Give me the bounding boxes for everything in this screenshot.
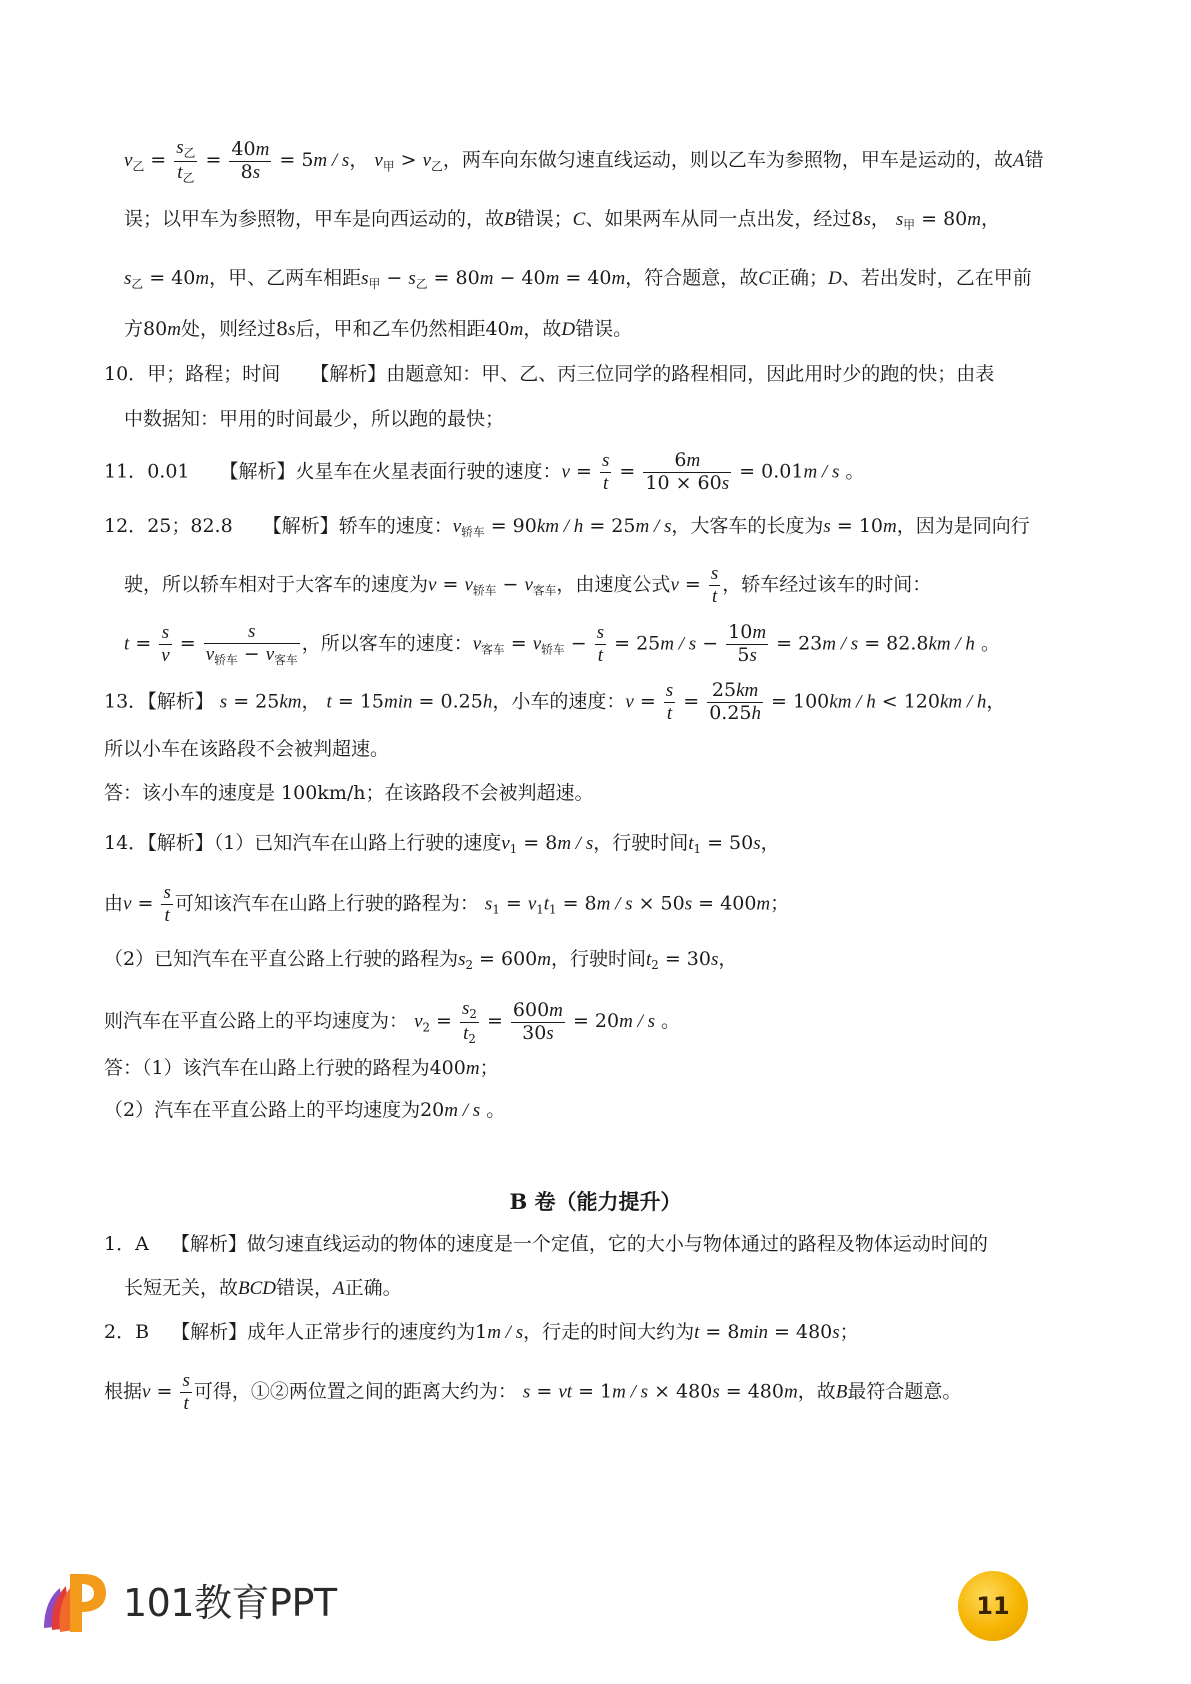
analysis-text: 正确。 <box>344 1277 402 1299</box>
analysis-tag: 【解析】 <box>147 690 214 713</box>
answer: A <box>135 1233 149 1255</box>
analysis-text: ，大客车的长度为 <box>671 515 824 537</box>
analysis-text: ，行驶时间 <box>551 948 647 970</box>
analysis-text: 由 <box>104 892 124 915</box>
q14-answer-1: 答：（1）该汽车在山路上行驶的路程为400m； <box>104 1057 499 1079</box>
analysis-tag: 【解析】 <box>170 1233 247 1255</box>
b2-line-2: 根据v = $\frac{s}{t}$ 可得，①②两位置之间的距离大约为： s = vt = 1m / s × 480s = 480m，故B最符合题意。 <box>104 1370 962 1414</box>
q9-text: ，两车向东做匀速直线运动，则以乙车为参照物，甲车是运动的，故 <box>442 149 1013 172</box>
answer: B <box>135 1321 150 1343</box>
b1-line-1 <box>104 1233 988 1256</box>
analysis-text: 最符合题意。 <box>847 1380 962 1403</box>
analysis-text: 驶，所以轿车相对于大客车的速度为 <box>124 573 429 596</box>
question-number: 10． <box>104 363 148 385</box>
q9-text: 误；以甲车为参照物，甲车是向西运动的，故 <box>124 208 505 230</box>
q9-text: 、若出发时，乙在甲前 <box>841 267 1032 289</box>
q10-line-1 <box>104 363 994 386</box>
analysis-text: 轿车的速度： <box>338 515 453 537</box>
question-number: 1． <box>104 1233 136 1255</box>
question-number: 2． <box>104 1321 136 1343</box>
analysis-text: 则汽车在平直公路上的平均速度为： <box>104 1010 409 1033</box>
answer: 0.01 <box>147 460 190 483</box>
q9-text: 错误； <box>515 208 573 230</box>
q12-line-3: t = $\frac{s}{v}$ = s $v_{轿车} - v_{客车}$ ，所以客车的速度：$v_{客车} = v_{轿车}$ − $\frac{s}{t}$ = 25m / s − $\frac{10m}{5s}$ = 23m / s = 82.8km / h 。 <box>124 620 1000 667</box>
analysis-tag: 【解析】 <box>219 460 296 483</box>
analysis-text: 错误， <box>276 1277 334 1299</box>
analysis-text: 长短无关，故 <box>124 1277 239 1299</box>
q9-text: 正确； <box>770 267 828 289</box>
analysis-text: ，小车的速度： <box>492 690 626 713</box>
q9-text: ，甲、乙两车相距 <box>209 267 362 289</box>
b2-line-1: 2．B 【解析】成年人正常步行的速度约为1m / s，行走的时间大约为t = 8min = 480s； <box>104 1321 859 1343</box>
analysis-text: ，故 <box>797 1380 836 1403</box>
q9-text: 后，甲和乙车仍然相距 <box>295 318 486 340</box>
section-b-title: B 卷（能力提升） <box>509 1189 682 1214</box>
question-number: 14． <box>104 832 148 854</box>
analysis-tag: 【解析】 <box>147 832 214 854</box>
q9-line-2: 误；以甲车为参照物，甲车是向西运动的，故B错误；C、如果两车从同一点出发，经过8s， $s_甲 = 80m$， <box>124 208 1001 233</box>
analysis-text: 成年人正常步行的速度约为 <box>247 1321 476 1343</box>
analysis-text: （1）已知汽车在山路上行驶的速度 <box>213 832 502 854</box>
q9-line-3: $s_乙 = 40m$，甲、乙两车相距$s_甲 - s_乙 = 80m - 40m = 40m$，符合题意，故C正确；D、若出发时，乙在甲前 <box>124 267 1032 292</box>
q12-line-2: 驶，所以轿车相对于大客车的速度为$v = v_{轿车} - v_{客车}$，由速度公式v = $\frac{s}{t}$ ，轿车经过该车的时间： <box>124 563 932 607</box>
answer-text: 答：（1）该汽车在山路上行驶的路程为 <box>104 1057 430 1079</box>
page-number: 11 <box>976 1592 1010 1620</box>
q14-line-4: 则汽车在平直公路上的平均速度为： $v_2$ = $\frac{s_2}{t_2}$ = $\frac{600m}{30s}$ = 20m / s 。 <box>104 998 681 1046</box>
analysis-text: 可得，①②两位置之间的距离大约为： <box>193 1380 517 1403</box>
analysis-tag: 【解析】 <box>310 363 387 385</box>
analysis-text: 可知该汽车在山路上行驶的路程为： <box>174 892 479 915</box>
q9-text: 处，则经过 <box>180 318 276 340</box>
q14-line-1: 14．【解析】（1）已知汽车在山路上行驶的速度$v_1 = 8m / s$，行驶时间$t_1 = 50s$， <box>104 832 780 857</box>
answer: 25；82.8 <box>147 515 233 537</box>
analysis-text: 火星车在火星表面行驶的速度： <box>295 460 562 483</box>
q9-text: 方 <box>124 318 144 340</box>
analysis-text: ，因为是同向行 <box>896 515 1030 537</box>
question-number: 12． <box>104 515 148 537</box>
brand-name: 101教育PPT <box>123 1581 337 1625</box>
brand-logo-icon <box>40 1566 108 1636</box>
q14-line-3: （2）已知汽车在平直公路上行驶的路程为$s_2 = 600m$，行驶时间$t_2 = 30s$， <box>104 948 738 973</box>
q12-line-1: 12．25；82.8 【解析】轿车的速度：$v_{轿车} = 90km / h = 25m / s$，大客车的长度为s = 10m，因为是同向行 <box>104 515 1030 540</box>
analysis-text: ，所以客车的速度： <box>301 632 473 655</box>
q13-line-3: 答：该小车的速度是 100km/h；在该路段不会被判超速。 <box>104 782 594 804</box>
analysis-text: ，轿车经过该车的时间： <box>722 573 932 596</box>
q10-line-2 <box>124 408 504 431</box>
analysis-text: （2）已知汽车在平直公路上行驶的路程为 <box>104 948 459 970</box>
analysis-text: 由题意知：甲、乙、丙三位同学的路程相同，因此用时少的跑的快；由表 <box>386 363 995 385</box>
q14-answer-2: （2）汽车在平直公路上的平均速度为20m / s 。 <box>104 1099 506 1121</box>
question-number: 11． <box>104 460 148 483</box>
q13-line-2: 所以小车在该路段不会被判超速。 <box>104 738 390 760</box>
analysis-text: ，由速度公式 <box>556 573 671 596</box>
q9-line-4: 方80m处，则经过8s后，甲和乙车仍然相距40m，故D错误。 <box>124 318 633 340</box>
analysis-tag: 【解析】 <box>171 1321 248 1343</box>
q13-line-1: 13．【解析】 s = 25km， t = 15min = 0.25h，小车的速度：v = $\frac{s}{t}$ = $\frac{25km}{0.25h}$ = 100km / h < 120km / h， <box>104 679 1006 724</box>
answer-text: （2）汽车在平直公路上的平均速度为 <box>104 1099 421 1121</box>
page-number-badge <box>958 1571 1028 1641</box>
q11-line: 11．0.01 【解析】火星车在火星表面行驶的速度：v = $\frac{s}{t}$ = $\frac{6m}{10 \times 60s}$ = 0.01m / s 。 <box>104 449 865 494</box>
q9-line-1: $v_乙$ = $s_乙$ $t_乙$ = $\frac{40m}{8s}$ = 5m / s， $v_甲 > v_乙$，两车向东做匀速直线运动，则以乙车为参照物，甲车是运动的，故A错 <box>124 137 1044 185</box>
q9-text: 错误。 <box>575 318 633 340</box>
analysis-text: 中数据知：甲用的时间最少，所以跑的最快； <box>124 408 505 430</box>
q14-line-2: 由v = $\frac{s}{t}$ 可知该汽车在山路上行驶的路程为： $s_1 = v_1t_1 = 8m / s \times 50s = 400m$； <box>104 882 790 926</box>
analysis-tag: 【解析】 <box>262 515 339 537</box>
q9-text: ，故 <box>523 318 562 340</box>
analysis-text: 做匀速直线运动的物体的速度是一个定值，它的大小与物体通过的路程及物体运动时间的 <box>246 1233 988 1255</box>
q9-text: 、如果两车从同一点出发，经过 <box>585 208 852 230</box>
q9-text: ，符合题意，故 <box>625 267 759 289</box>
analysis-text: 根据 <box>104 1380 143 1403</box>
b1-line-2: 长短无关，故BCD错误，A正确。 <box>124 1277 402 1299</box>
q9-text: 错 <box>1024 149 1044 172</box>
analysis-text: ，行驶时间 <box>593 832 689 854</box>
answer: 甲；路程；时间 <box>147 363 281 385</box>
question-number: 13． <box>104 690 148 713</box>
analysis-text: ，行走的时间大约为 <box>523 1321 695 1343</box>
